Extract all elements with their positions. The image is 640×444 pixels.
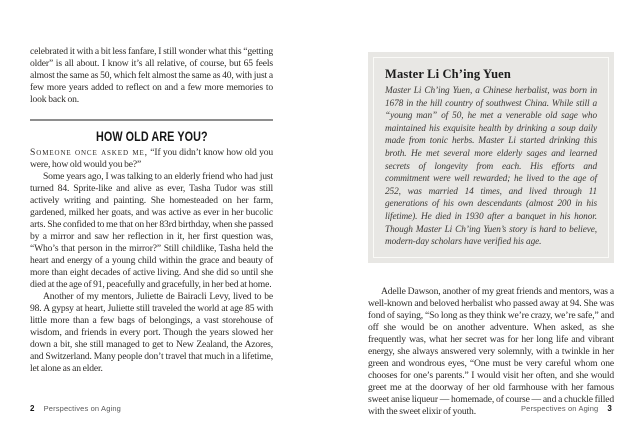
lead-paragraph-rest: “If you didn’t know how old you were, how old would you be?”	[30, 147, 274, 170]
right-running-title: Perspectives on Aging	[521, 404, 599, 413]
sidebar-body: Master Li Ch’ing Yuen, a Chinese herbalist, was born in 1678 in the hill country of southwest China. While still a “young man” of 50, he met a venerable old sage who maintained his exquisite health by drinking a soup daily made from tonic herbs. Master Li started drinking this broth. He met several more elderly sages and learned secrets of longevity from each. His efforts and commitment were well rewarded; he lived to the age of 252, was married 14 times, and lived through 11 generations of his own descendants (almost 200 in his lifetime). He died in 1930 after a banquet in his honor. Though Master Li Ch’ing Yuen’s story is hard to believe, modern-day scholars have verified his age.	[385, 86, 597, 248]
right-page-footer	[521, 404, 612, 413]
right-page	[368, 52, 614, 418]
left-page-number: 2	[30, 404, 35, 413]
continuation-paragraph: celebrated it with a bit less fanfare, I still wonder what this “getting older” is all about. I know it’s all relative, of course, but 65 feels almost the same as 50, which felt almost the same as 40, with just a few more years added to reflect on and a few more memories to look back on.	[30, 46, 273, 105]
lead-paragraph	[30, 147, 273, 171]
left-page	[30, 46, 273, 375]
sidebar-title: Master Li Ch’ing Yuen	[385, 67, 511, 81]
section-heading-text: HOW OLD ARE YOU?	[95, 129, 208, 144]
paragraph-adelle-dawson: Adelle Dawson, another of my great friends and mentors, was a well-known and beloved herbalist who passed away at 94. She was fond of saying, “So long as they think we’re crazy, we’re safe,” and off she would be on another adventure. When asked, as she frequently was, what her secret was for her long life and vibrant energy, she always answered very solemnly, with a twinkle in her green and wondrous eyes, “One must be very careful whom one chooses for one’s parents.” I would visit her often, and she would greet me at the doorway of her old farmhouse with her famous sweet anise liqueur — homemade, of course — and a chuckle filled with the sweet elixir of youth.	[368, 285, 614, 417]
sidebar-inner-frame	[373, 57, 609, 258]
section-divider-rule	[30, 119, 273, 121]
left-page-footer	[30, 404, 121, 413]
lead-smallcaps-text: Someone once asked me,	[30, 147, 148, 158]
sidebar-box	[368, 52, 614, 263]
section-heading	[30, 127, 273, 144]
right-page-number: 3	[607, 404, 612, 413]
left-running-title: Perspectives on Aging	[43, 404, 121, 413]
paragraph-tasha-tudor: Some years ago, I was talking to an elderly friend who had just turned 84. Sprite-like and alive as ever, Tasha Tudor was still actively writing and painting. She homesteaded on her farm, gardened, milked her goats, and was active as ever in her bucolic arts. She confided to me that on her 83rd birthday, when she passed by a mirror and saw her reflection in it, her first question was, “Who’s that person in the mirror?” Still childlike, Tasha held the heart and energy of a young child within the grace and beauty of more than eight decades of active living. And she did so until she died at the age of 91, peacefully and gracefully, in her bed at home.	[30, 171, 273, 290]
paragraph-juliette-levy: Another of my mentors, Juliette de Bairacli Levy, lived to be 98. A gypsy at heart, Juliette still traveled the world at age 85 with little more than a few bags of belongings, a vast storehouse of wisdom, and friends in every port. Though the years slowed her down a bit, she still managed to get to New Zealand, the Azores, and Switzerland. Many people don’t travel that much in a lifetime, let alone as an elder.	[30, 291, 273, 374]
